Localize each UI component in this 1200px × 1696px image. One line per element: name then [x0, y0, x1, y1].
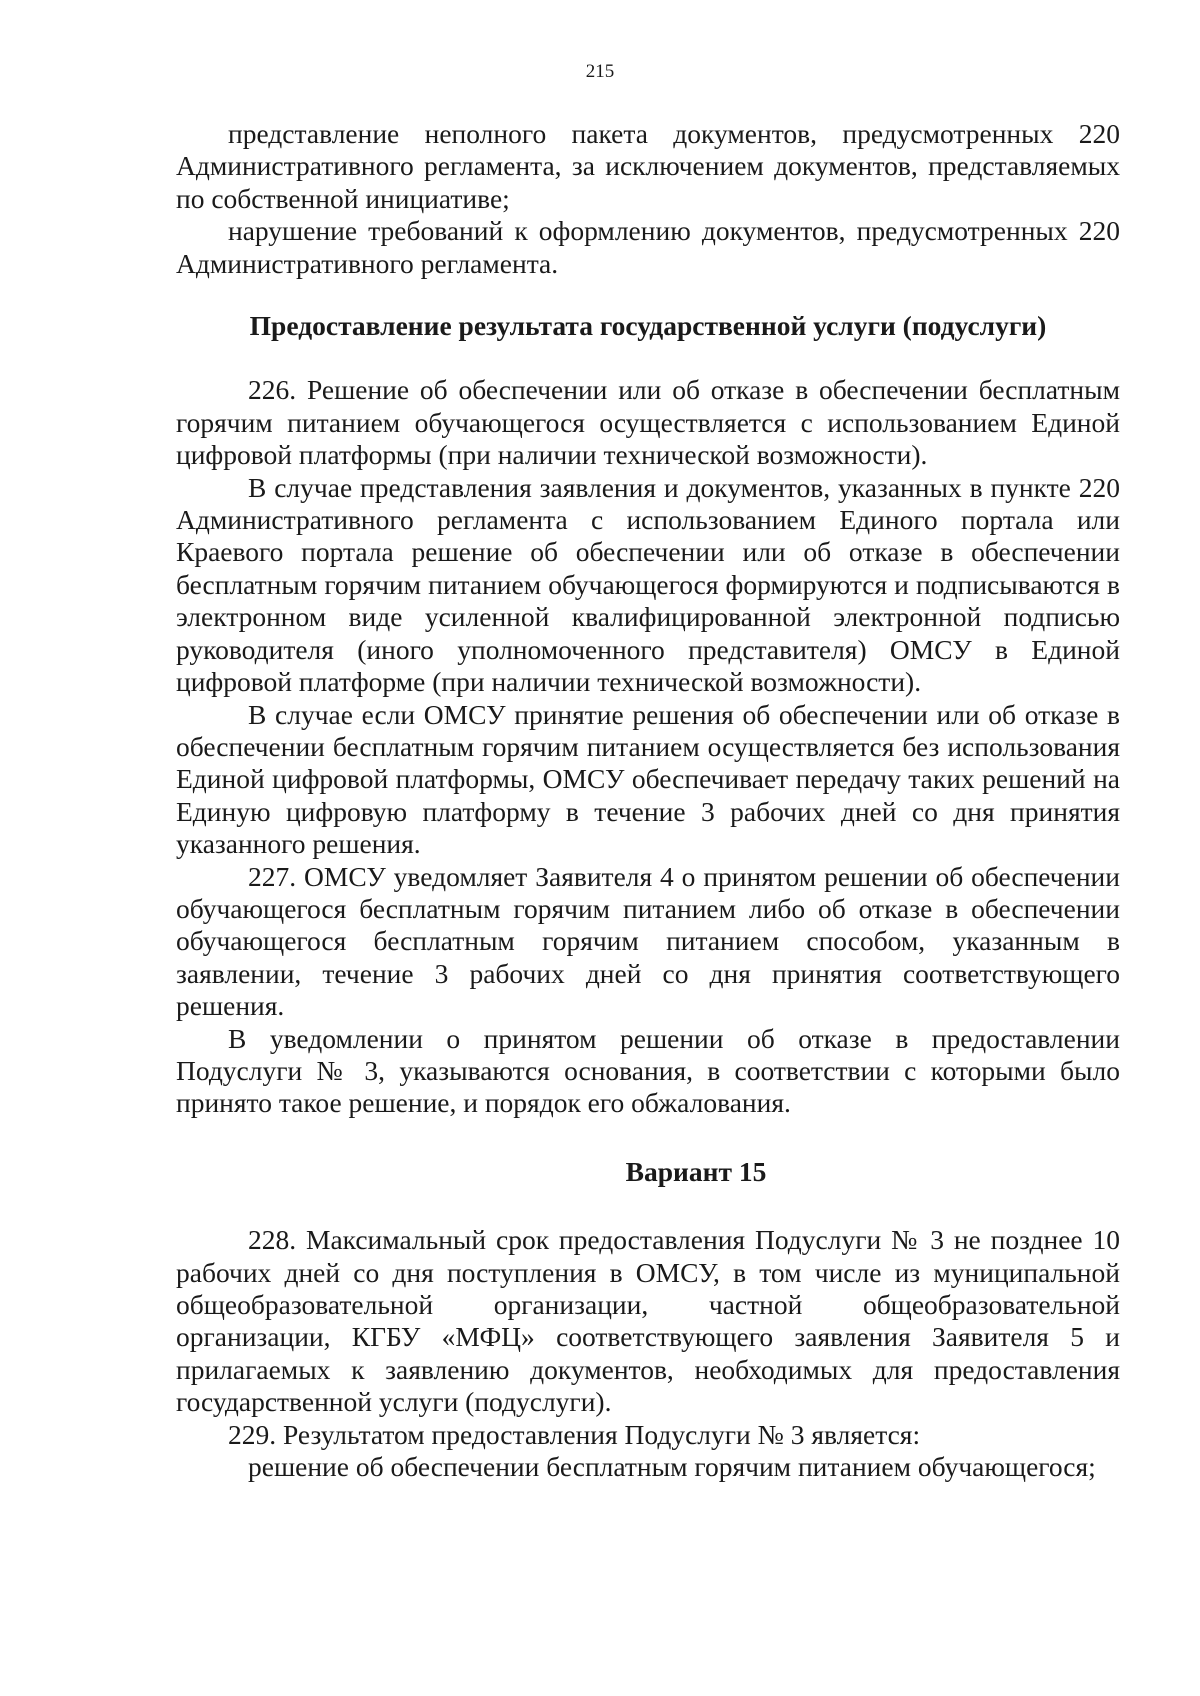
- paragraph-result-decision: решение об обеспечении бесплатным горячим питанием обучающегося;: [248, 1451, 1096, 1483]
- paragraph-227: 227. ОМСУ уведомляет Заявителя 4 о принятом решении об обеспечении обучающегося бесплатным горячим питанием либо об отказе в обеспечении обучающегося бесплатным горячим питанием способом, указанным в заявлении, течение 3 рабочих дней со дня принятия соответствующего решения.: [176, 860, 1120, 1022]
- paragraph-229: 229. Результатом предоставления Подуслуги № 3 является:: [228, 1418, 921, 1450]
- paragraph-refusal-notice: В уведомлении о принятом решении об отказе в предоставлении Подуслуги № 3, указываются основания, в соответствии с которыми было принято такое решение, и порядок его обжалования.: [176, 1022, 1120, 1119]
- paragraph-226: 226. Решение об обеспечении или об отказе в обеспечении бесплатным горячим питанием обучающегося осуществляется с использованием Единой цифровой платформы (при наличии технической возможности).: [176, 374, 1120, 471]
- paragraph-portal-case: В случае представления заявления и документов, указанных в пункте 220 Административного регламента с использованием Единого портала или Краевого портала решение об обеспечении или об отказе в обеспечении бесплатным горячим питанием обучающегося формируются и подписываются в электронном виде усиленной квалифицированной электронной подписью руководителя (иного уполномоченного представителя) ОМСУ в Единой цифровой платформе (при наличии технической возможности).: [176, 471, 1120, 698]
- paragraph-228: 228. Максимальный срок предоставления Подуслуги № 3 не позднее 10 рабочих дней со дня поступления в ОМСУ, в том числе из муниципальной общеобразовательной организации, частной общеобразовательной организации, КГБУ «МФЦ» соответствующего заявления Заявителя 5 и прилагаемых к заявлению документов, необходимых для предоставления государственной услуги (подуслуги).: [176, 1224, 1120, 1418]
- paragraph-formatting-violation: нарушение требований к оформлению документов, предусмотренных 220 Административного регламента.: [176, 215, 1120, 279]
- paragraph-incomplete-package: представление неполного пакета документов, предусмотренных 220 Административного регламента, за исключением документов, представляемых по собственной инициативе;: [176, 118, 1120, 214]
- document-body: [176, 118, 1120, 1483]
- section-heading-result: Предоставление результата государственной услуги (подуслуги): [249, 310, 1047, 342]
- section-heading-variant: Вариант 15: [625, 1155, 767, 1187]
- paragraph-without-platform: В случае если ОМСУ принятие решения об обеспечении или об отказе в обеспечении бесплатным горячим питанием осуществляется без использования Единой цифровой платформы, ОМСУ обеспечивает передачу таких решений на Единую цифровую платформу в течение 3 рабочих дней со дня принятия указанного решения.: [176, 698, 1120, 860]
- page-number: 215: [585, 61, 615, 82]
